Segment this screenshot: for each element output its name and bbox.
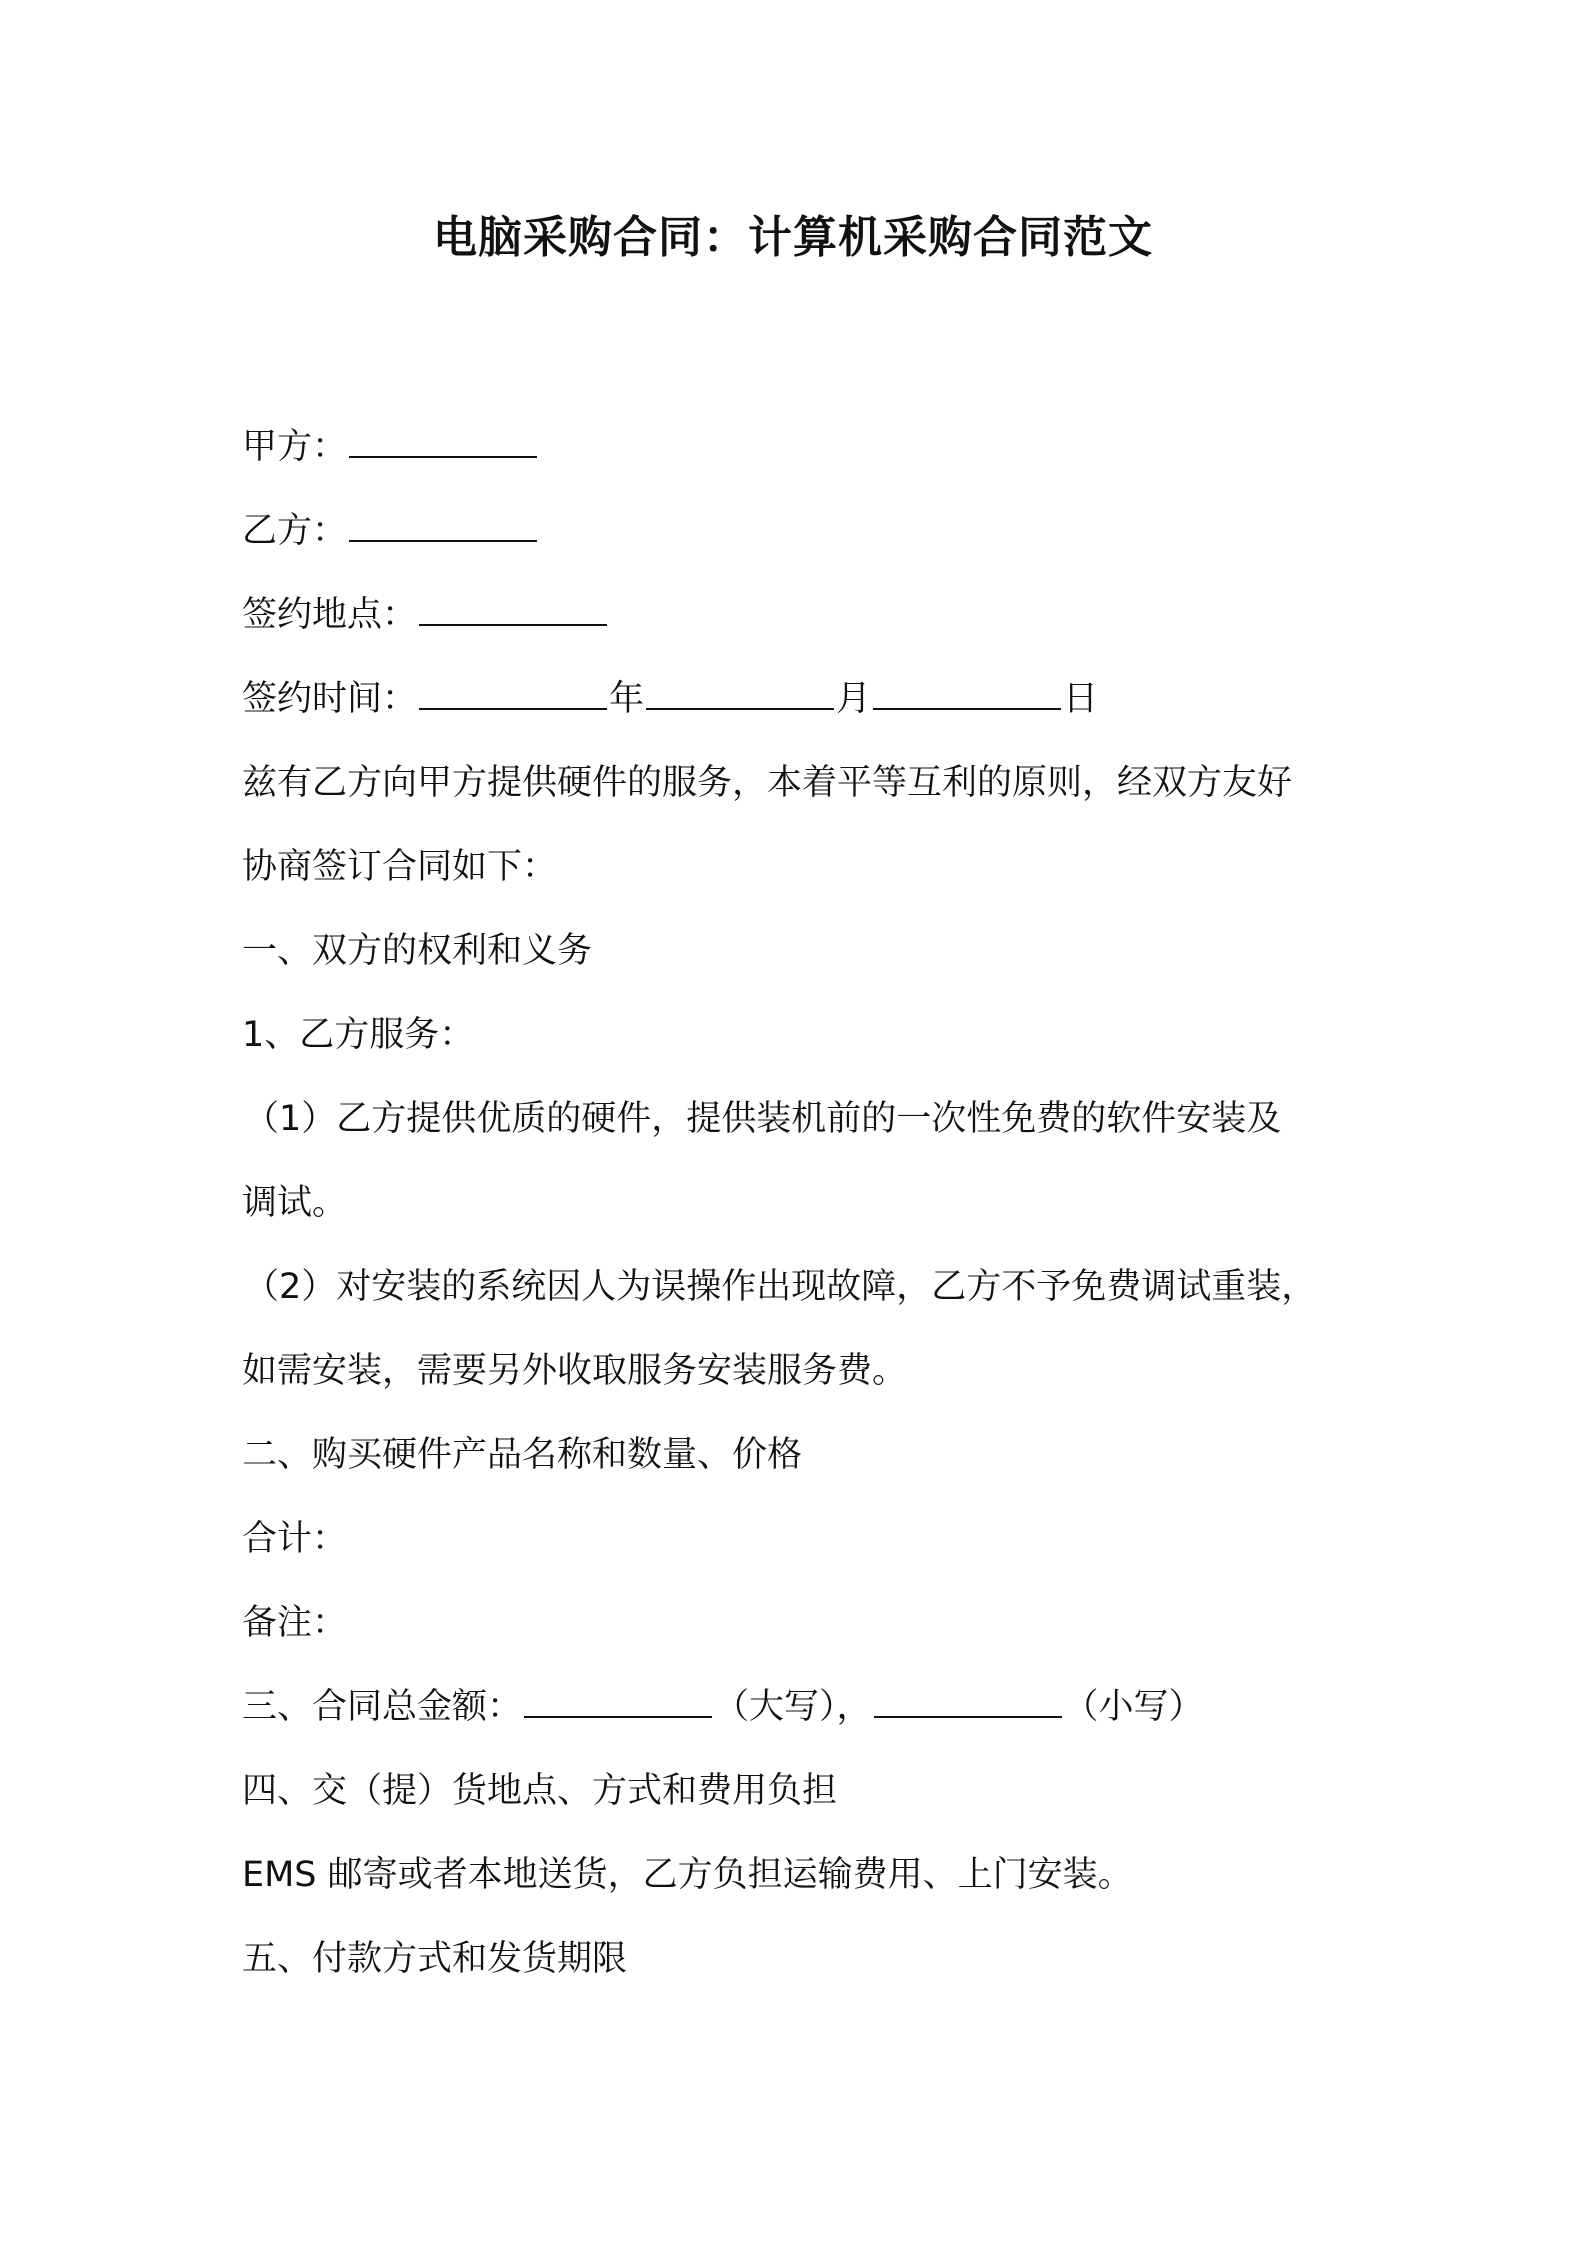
sign-place-label: 签约地点： [242, 595, 418, 635]
sign-time-label: 签约时间： [242, 679, 418, 719]
item-1-2-line-2: 如需安装，需要另外收取服务安装服务费。 [242, 1351, 908, 1391]
section-4-heading: 四、交（提）货地点、方式和费用负担 [242, 1771, 838, 1811]
document-body [242, 405, 1382, 2001]
day-label: 日 [1063, 679, 1099, 719]
item-1-1-line-2: 调试。 [242, 1183, 348, 1223]
section-5-heading: 五、付款方式和发货期限 [242, 1939, 628, 1979]
intro-line-2: 协商签订合同如下： [242, 847, 558, 887]
uppercase-label: （大写）， [714, 1687, 872, 1727]
amount-uppercase-blank [524, 1686, 712, 1718]
party-a-line [242, 405, 1382, 489]
item-1-1-line-1: （1）乙方提供优质的硬件，提供装机前的一次性免费的软件安装及 [244, 1099, 1282, 1139]
party-a-blank [349, 426, 537, 458]
party-b-blank [349, 510, 537, 542]
item-1-heading: 1、乙方服务： [242, 1015, 475, 1055]
sign-month-blank [646, 678, 834, 710]
total-line: 合计： [242, 1519, 348, 1559]
lowercase-label: （小写） [1063, 1687, 1204, 1727]
item-1-2-line-1: （2）对安装的系统因人为误操作出现故障，乙方不予免费调试重装， [244, 1267, 1317, 1307]
party-a-label: 甲方： [242, 427, 348, 467]
sign-year-blank [419, 678, 607, 710]
section-3-line [242, 1665, 1382, 1749]
sign-time-line [242, 657, 1382, 741]
sign-place-line [242, 573, 1382, 657]
year-label: 年 [609, 679, 645, 719]
section-4-text: EMS 邮寄或者本地送货，乙方负担运输费用、上门安装。 [242, 1855, 1133, 1895]
remark-line: 备注： [242, 1603, 348, 1643]
sign-day-blank [873, 678, 1061, 710]
intro-line-1: 兹有乙方向甲方提供硬件的服务，本着平等互利的原则，经双方友好 [242, 763, 1293, 803]
month-label: 月 [836, 679, 872, 719]
amount-lowercase-blank [874, 1686, 1062, 1718]
section-3-label: 三、合同总金额： [242, 1687, 523, 1727]
party-b-label: 乙方： [242, 511, 348, 551]
sign-place-blank [419, 594, 607, 626]
document-title: 电脑采购合同：计算机采购合同范文 [433, 212, 1153, 263]
section-2-heading: 二、购买硬件产品名称和数量、价格 [242, 1435, 803, 1475]
party-b-line [242, 489, 1382, 573]
section-1-heading: 一、双方的权利和义务 [242, 931, 593, 971]
